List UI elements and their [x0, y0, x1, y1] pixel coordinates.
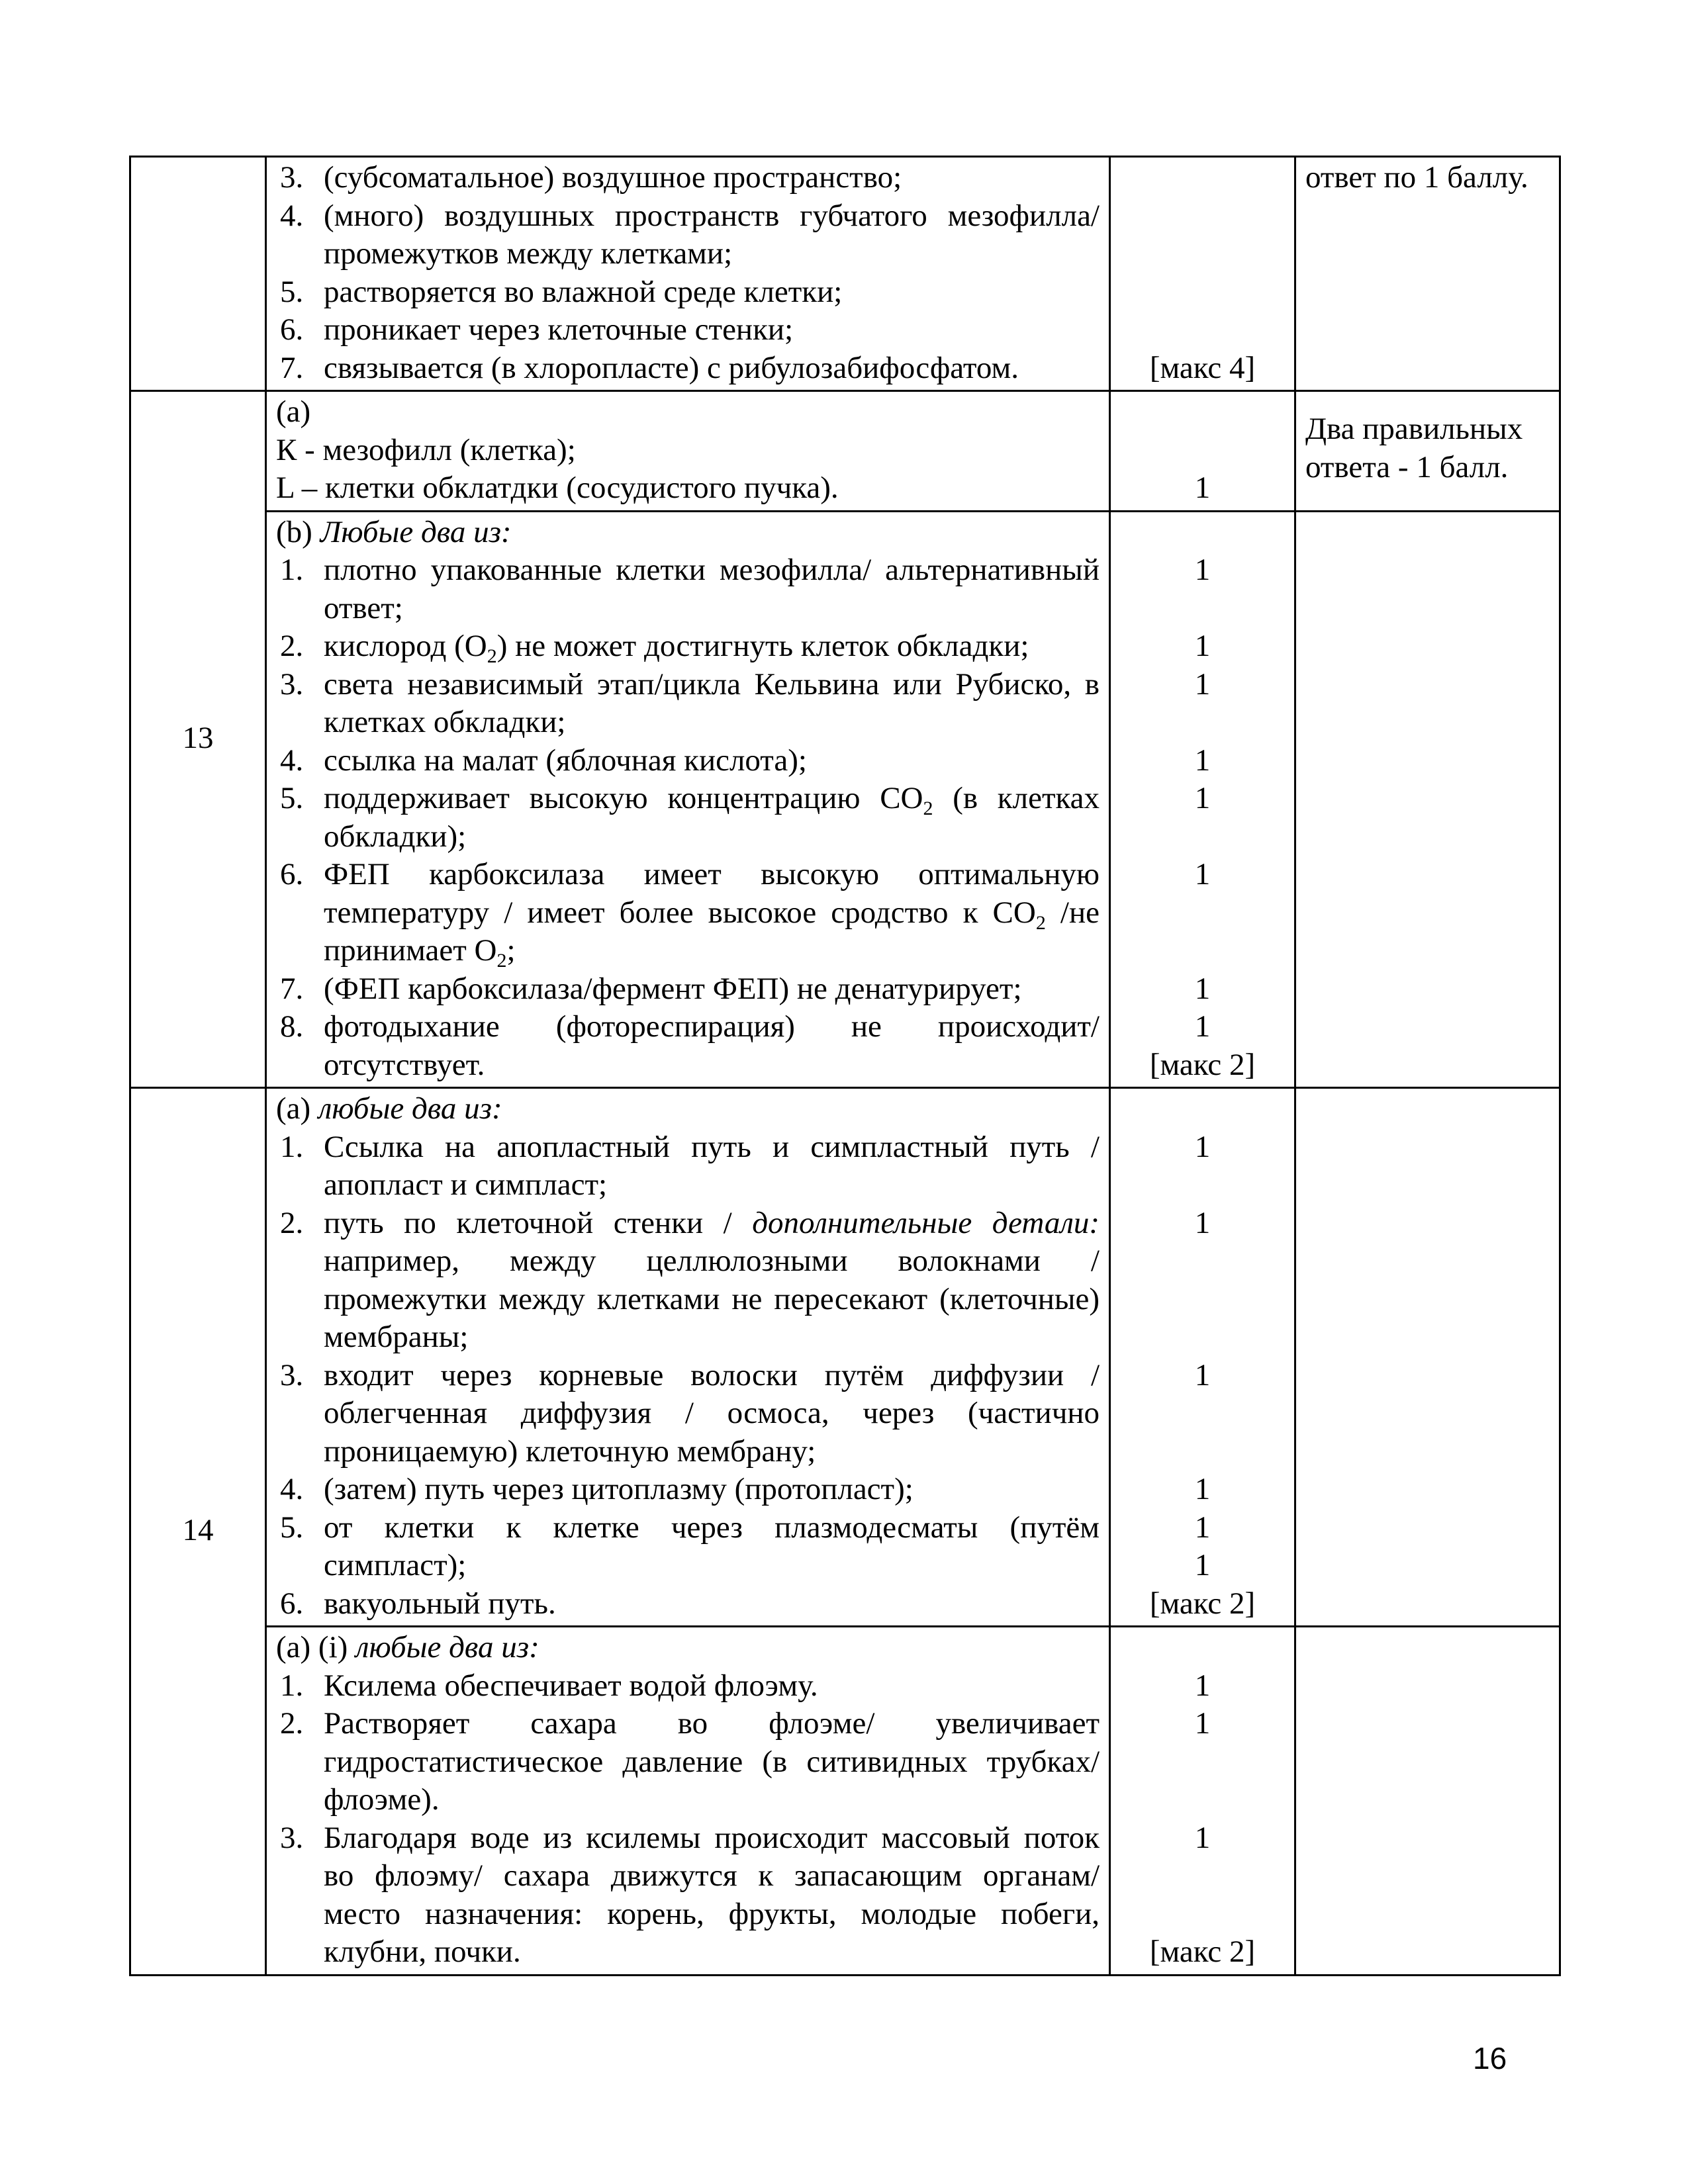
guidance-cell: [1295, 1088, 1560, 1627]
guidance-cell: [1295, 1627, 1560, 1976]
list-item: 1. Ссылка на апопластный путь и симпластный путь / апопласт и симпласт;: [280, 1129, 1100, 1202]
guidance-cell: ответ по 1 баллу.: [1295, 157, 1560, 391]
answer-cell: [266, 1627, 1110, 1976]
part-label: (b) Любые два из:: [276, 514, 512, 549]
question-number-cell: [130, 157, 266, 391]
list-item: 1. плотно упакованные клетки мезофилла/ альтернативный ответ;: [280, 553, 1100, 625]
mark-scheme-table: [129, 156, 1561, 1976]
answer-list: [276, 159, 1100, 387]
part-label: (a): [276, 394, 311, 429]
list-item: 3. Благодаря воде из ксилемы происходит массовый поток во флоэму/ сахара движутся к запасающим органам/ место назначения: корень, фрукты, молодые побеги, клубни, почки.: [280, 1820, 1100, 1969]
list-item: 3. (субсоматальное) воздушное пространство;: [280, 160, 902, 195]
list-item: 2. Растворяет сахара во флоэме/ увеличивает гидростатистическое давление (в ситивидных трубках/ флоэме).: [280, 1706, 1100, 1817]
part-label: (a) любые два из:: [276, 1091, 502, 1126]
table-row: [130, 1088, 1560, 1627]
table-row: [130, 511, 1560, 1088]
question-number-cell: [130, 1088, 266, 1976]
answer-cell: [266, 511, 1110, 1088]
guidance-cell: [1295, 511, 1560, 1088]
question-number-cell: [130, 391, 266, 1088]
question-number: 14: [182, 1513, 214, 1547]
list-item: 3. света независимый этап/цикла Кельвина или Рубиско, в клетках обкладки;: [280, 666, 1100, 739]
max-marks: [макс 4]: [1149, 350, 1256, 385]
answer-cell: (a) К - мезофилл (клетка); L – клетки обклатдки (сосудистого пучка).: [266, 391, 1110, 512]
answer-list: [276, 1667, 1100, 1972]
marks-cell: 1 1 1 1 1 1 1 1 [макс 2]: [1110, 511, 1295, 1088]
list-item: 6. проникает через клеточные стенки;: [280, 312, 794, 347]
answer-cell: [266, 157, 1110, 391]
answer-cell: [266, 1088, 1110, 1627]
list-item: 1. Ксилема обеспечивает водой флоэму.: [280, 1668, 818, 1703]
list-item: 5. от клетки к клетке через плазмодесматы (путём симпласт);: [280, 1510, 1100, 1582]
list-item: 7. связывается (в хлоропласте) с рибулозабифосфатом.: [280, 350, 1019, 385]
answer-list: [276, 551, 1100, 1084]
table-row: [130, 391, 1560, 512]
part-label: (a) (i) любые два из:: [276, 1630, 539, 1664]
list-item: 7. (ФЕП карбоксилаза/фермент ФЕП) не денатурирует;: [280, 971, 1022, 1006]
list-item: 4. ссылка на малат (яблочная кислота);: [280, 743, 807, 778]
list-item: 6. вакуольный путь.: [280, 1586, 556, 1621]
max-marks: [макс 2]: [1149, 1047, 1256, 1082]
table-row: [130, 157, 1560, 391]
list-item: 4. (затем) путь через цитоплазму (протопласт);: [280, 1472, 914, 1506]
list-item: 6. ФЕП карбоксилаза имеет высокую оптимальную температуру / имеет более высокое сродство к $CO_2$ /не принимает $O_2$;: [280, 857, 1100, 972]
question-number: 13: [182, 721, 214, 756]
list-item: 2. кислород $(O_2)$ не может достигнуть клеток обкладки;: [280, 629, 1029, 667]
marks-cell: 1: [1110, 391, 1295, 512]
list-item: 8. фотодыхание (фотореспирация) не происходит/отсутствует.: [280, 1009, 1100, 1082]
page-number: 16: [1473, 2041, 1507, 2075]
guidance-cell: Два правильных ответа - 1 балл.: [1295, 391, 1560, 512]
mark-scheme-sheet: [129, 156, 1559, 1976]
list-item: 5. растворяется во влажной среде клетки;: [280, 274, 843, 309]
max-marks: [макс 2]: [1149, 1586, 1256, 1621]
marks-cell: 1 1 1 [макс 2]: [1110, 1627, 1295, 1976]
list-item: 5. поддерживает высокую концентрацию $CO_2$ (в клетках обкладки);: [280, 781, 1100, 854]
list-item: 4. (много) воздушных пространств губчатого мезофилла/промежутков между клетками;: [280, 198, 1100, 271]
answer-list: [276, 1128, 1100, 1623]
list-item: 3. входит через корневые волоски путём диффузии / облегченная диффузия / осмоса, через (частично проницаемую) клеточную мембрану;: [280, 1357, 1100, 1469]
table-row: [130, 1627, 1560, 1976]
marks-cell: [1110, 157, 1295, 391]
max-marks: [макс 2]: [1149, 1934, 1256, 1969]
list-item: 2. путь по клеточной стенки / дополнительные детали: например, между целлюлозными волокнами / промежутки между клетками не пересекают (клеточные) мембраны;: [280, 1205, 1100, 1354]
marks-cell: 1 1 1 1 1 1 [макс 2]: [1110, 1088, 1295, 1627]
